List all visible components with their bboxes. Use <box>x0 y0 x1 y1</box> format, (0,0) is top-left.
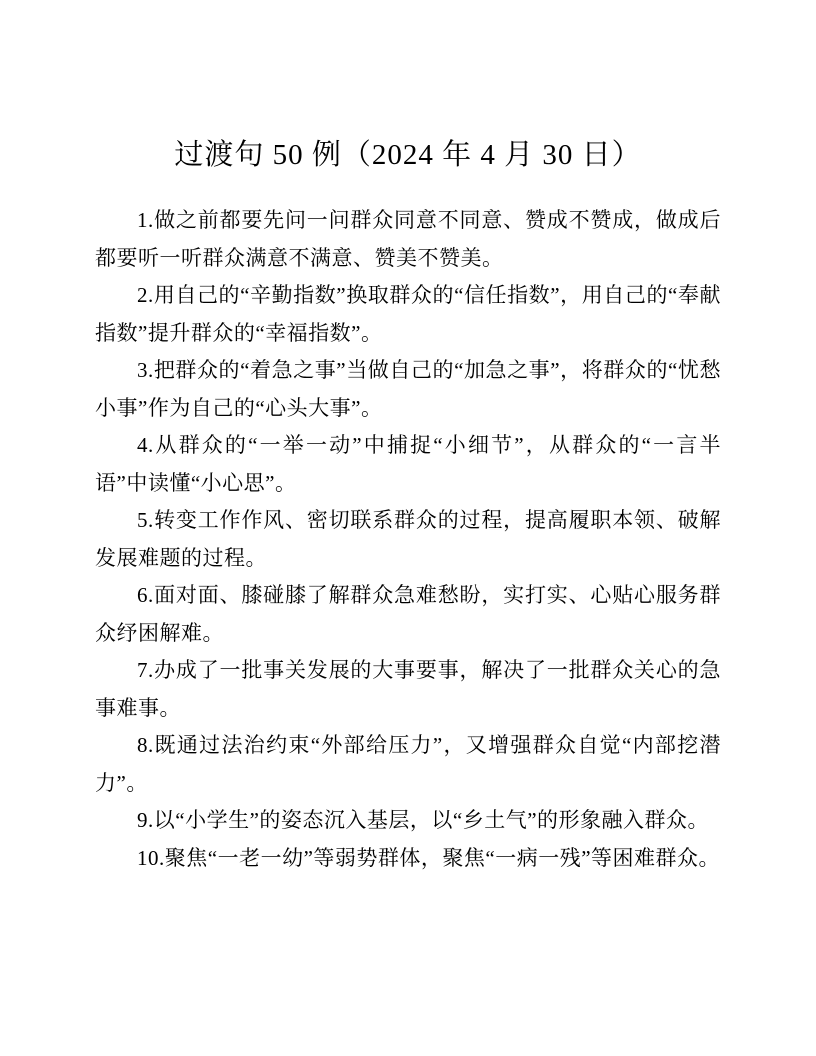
paragraph-4: 4.从群众的“一举一动”中捕捉“小细节”，从群众的“一言半语”中读懂“小心思”。 <box>95 433 721 495</box>
paragraph-6: 6.面对面、膝碰膝了解群众急难愁盼，实打实、心贴心服务群众纾困解难。 <box>95 583 721 645</box>
document-title: 过渡句 50 例（2024 年 4 月 30 日） <box>174 139 642 171</box>
paragraph-9: 9.以“小学生”的姿态沉入基层，以“乡土气”的形象融入群众。 <box>137 808 710 832</box>
paragraph-3: 3.把群众的“着急之事”当做自己的“加急之事”，将群众的“忧愁小事”作为自己的“心头大事”。 <box>95 358 721 420</box>
paragraph-1: 1.做之前都要先问一问群众同意不同意、赞成不赞成，做成后都要听一听群众满意不满意、赞美不赞美。 <box>95 208 721 270</box>
document-body <box>95 202 721 877</box>
paragraph-8: 8.既通过法治约束“外部给压力”，又增强群众自觉“内部挖潜力”。 <box>95 733 721 795</box>
paragraph-7: 7.办成了一批事关发展的大事要事，解决了一批群众关心的急事难事。 <box>95 658 721 720</box>
paragraph-10: 10.聚焦“一老一幼”等弱势群体，聚焦“一病一残”等困难群众。 <box>137 845 721 870</box>
paragraph-5: 5.转变工作作风、密切联系群众的过程，提高履职本领、破解发展难题的过程。 <box>95 508 721 570</box>
paragraph-2: 2.用自己的“辛勤指数”换取群众的“信任指数”，用自己的“奉献指数”提升群众的“幸福指数”。 <box>95 283 721 345</box>
